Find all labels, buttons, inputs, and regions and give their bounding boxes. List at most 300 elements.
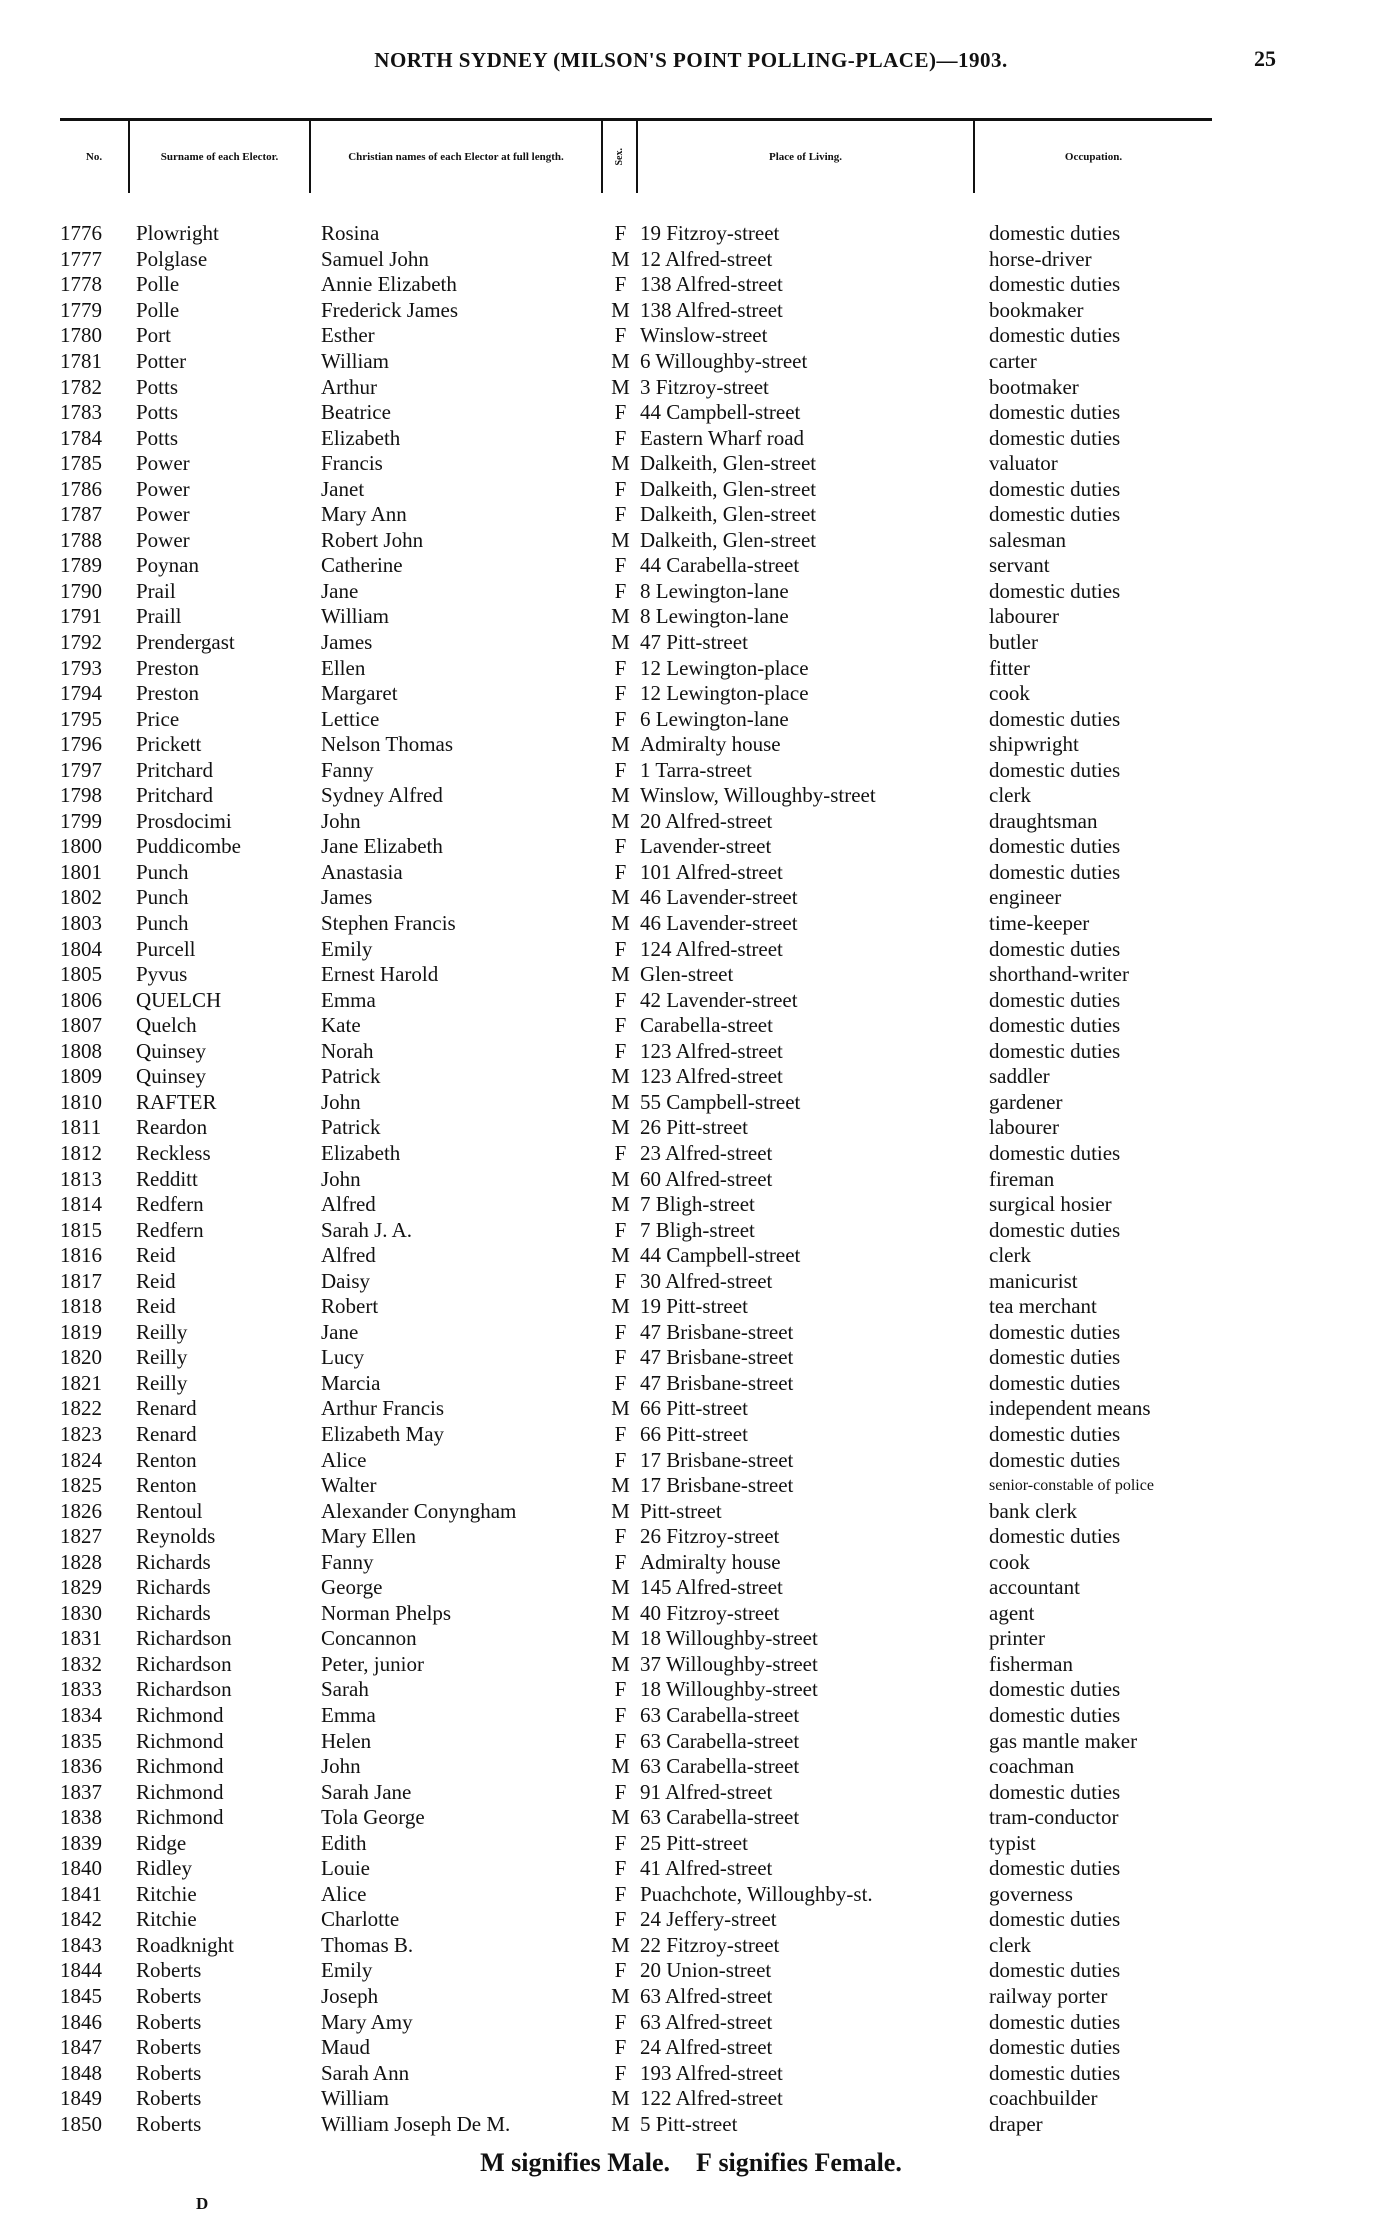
place-of-living: 20 Union-street: [640, 1958, 772, 1983]
place-of-living: Puachchote, Willoughby-st.: [640, 1881, 873, 1906]
surname: Renton: [136, 1447, 197, 1472]
christian-names: Mary Ann: [321, 502, 407, 527]
sex: F: [614, 655, 627, 680]
christian-names: Maud: [321, 2035, 370, 2060]
surname: Richards: [136, 1575, 211, 1600]
christian-names: Sarah J. A.: [321, 1217, 412, 1242]
sex: M: [611, 1064, 630, 1089]
table-row: [60, 1703, 1220, 1729]
place-of-living: 63 Carabella-street: [640, 1702, 800, 1727]
place-of-living: 60 Alfred-street: [640, 1166, 773, 1191]
surname: Power: [136, 527, 190, 552]
occupation: domestic duties: [989, 578, 1121, 603]
place-of-living: 138 Alfred-street: [640, 272, 783, 297]
elector-number: 1845: [60, 1984, 102, 2008]
surname: Praill: [136, 604, 182, 629]
occupation: domestic duties: [989, 1958, 1121, 1983]
sex: F: [614, 1038, 627, 1063]
christian-names: Rosina: [321, 221, 380, 246]
surname: Punch: [136, 911, 189, 936]
elector-number: 1840: [60, 1856, 102, 1881]
elector-number: 1785: [60, 451, 102, 476]
surname: Richmond: [136, 1702, 224, 1727]
place-of-living: 17 Brisbane-street: [640, 1447, 794, 1472]
place-of-living: 12 Lewington-place: [640, 681, 809, 706]
surname: Quinsey: [136, 1038, 206, 1063]
christian-names: Norman Phelps: [321, 1600, 452, 1625]
sex: F: [614, 1140, 627, 1165]
place-of-living: 123 Alfred-street: [640, 1064, 783, 1089]
elector-number: 1795: [60, 706, 102, 731]
table-row: [60, 272, 1220, 298]
place-of-living: 44 Carabella-street: [640, 553, 800, 578]
sex: M: [611, 885, 630, 910]
occupation: engineer: [989, 885, 1062, 910]
occupation: typist: [989, 1830, 1036, 1855]
sex: M: [611, 808, 630, 833]
christian-names: John: [321, 1089, 361, 1114]
surname: Prosdocimi: [136, 808, 232, 833]
elector-number: 1782: [60, 374, 102, 399]
surname: Prail: [136, 578, 176, 603]
sex: M: [611, 297, 630, 322]
christian-names: Margaret: [321, 681, 398, 706]
occupation: railway porter: [989, 1984, 1108, 2008]
place-of-living: 18 Willoughby-street: [640, 1626, 818, 1651]
place-of-living: Dalkeith, Glen-street: [640, 527, 817, 552]
surname: Richardson: [136, 1677, 232, 1702]
place-of-living: Winslow, Willoughby-street: [640, 783, 876, 808]
elector-number: 1824: [60, 1447, 102, 1472]
place-of-living: 26 Pitt-street: [640, 1115, 748, 1140]
table-row: [60, 911, 1220, 937]
place-of-living: 193 Alfred-street: [640, 2060, 783, 2085]
elector-number: 1784: [60, 425, 102, 450]
elector-number: 1786: [60, 476, 102, 501]
surname: Ridge: [136, 1830, 187, 1855]
elector-number: 1815: [60, 1217, 102, 1242]
place-of-living: 25 Pitt-street: [640, 1830, 748, 1855]
christian-names: Francis: [321, 451, 383, 476]
legend-m-text: signifies Male.: [511, 2148, 671, 2177]
surname: QUELCH: [136, 987, 222, 1012]
occupation: domestic duties: [989, 757, 1121, 782]
occupation: accountant: [989, 1575, 1080, 1600]
elector-number: 1808: [60, 1038, 102, 1063]
table-row: [60, 1371, 1220, 1397]
place-of-living: 63 Alfred-street: [640, 2009, 773, 2034]
sex: F: [614, 1345, 627, 1370]
surname: Roberts: [136, 2060, 202, 2085]
elector-number: 1830: [60, 1600, 102, 1625]
elector-number: 1801: [60, 859, 102, 884]
christian-names: Kate: [321, 1013, 361, 1038]
table-row: [60, 1601, 1220, 1627]
surname: Pritchard: [136, 757, 213, 782]
christian-names: Emily: [321, 1958, 373, 1983]
christian-names: Fanny: [321, 757, 374, 782]
elector-number: 1813: [60, 1166, 102, 1191]
table-row: [60, 1141, 1220, 1167]
sex: F: [614, 1779, 627, 1804]
occupation: labourer: [989, 604, 1059, 629]
occupation: bookmaker: [989, 297, 1084, 322]
christian-names: Elizabeth May: [321, 1421, 445, 1446]
occupation: draper: [989, 2111, 1043, 2136]
place-of-living: 63 Alfred-street: [640, 1984, 773, 2008]
surname: Renard: [136, 1421, 197, 1446]
sex: F: [614, 1549, 627, 1574]
surname: Richards: [136, 1600, 211, 1625]
elector-number: 1803: [60, 911, 102, 936]
table-row: [60, 732, 1220, 758]
elector-number: 1820: [60, 1345, 102, 1370]
sex: F: [614, 681, 627, 706]
christian-names: Janet: [321, 476, 365, 501]
elector-number: 1788: [60, 527, 102, 552]
christian-names: Walter: [321, 1473, 377, 1498]
elector-number: 1800: [60, 834, 102, 859]
occupation: saddler: [989, 1064, 1050, 1089]
surname: Redditt: [136, 1166, 198, 1191]
christian-names: Marcia: [321, 1370, 381, 1395]
sex: F: [614, 323, 627, 348]
elector-number: 1828: [60, 1549, 102, 1574]
surname: Roberts: [136, 2086, 202, 2111]
table-row: [60, 425, 1220, 451]
christian-names: Daisy: [321, 1268, 370, 1293]
place-of-living: Winslow-street: [640, 323, 768, 348]
table-row: [60, 553, 1220, 579]
surname: Reynolds: [136, 1524, 216, 1549]
surname: Richards: [136, 1549, 211, 1574]
occupation: bootmaker: [989, 374, 1079, 399]
table-row: [60, 247, 1220, 273]
elector-number: 1832: [60, 1651, 102, 1676]
occupation: domestic duties: [989, 1013, 1121, 1038]
occupation: domestic duties: [989, 1907, 1121, 1932]
header-christian-names: Christian names of each Elector at full length.: [311, 121, 603, 193]
christian-names: Norah: [321, 1038, 374, 1063]
sex: F: [614, 1728, 627, 1753]
christian-names: Robert John: [321, 527, 424, 552]
place-of-living: 47 Pitt-street: [640, 630, 748, 655]
header-surname: Surname of each Elector.: [130, 121, 311, 193]
table-row: [60, 1958, 1220, 1984]
sex: F: [614, 834, 627, 859]
sex: M: [611, 1473, 630, 1498]
place-of-living: 37 Willoughby-street: [640, 1651, 818, 1676]
occupation: printer: [989, 1626, 1045, 1651]
sex: M: [611, 783, 630, 808]
place-of-living: 7 Bligh-street: [640, 1217, 755, 1242]
occupation: domestic duties: [989, 425, 1121, 450]
occupation: domestic duties: [989, 1345, 1121, 1370]
elector-number: 1835: [60, 1728, 102, 1753]
sex: F: [614, 2060, 627, 2085]
sex: F: [614, 987, 627, 1012]
christian-names: Charlotte: [321, 1907, 400, 1932]
elector-number: 1794: [60, 681, 102, 706]
elector-number: 1822: [60, 1396, 102, 1421]
elector-number: 1844: [60, 1958, 102, 1983]
place-of-living: 63 Carabella-street: [640, 1754, 800, 1779]
sex: F: [614, 1958, 627, 1983]
christian-names: Mary Amy: [321, 2009, 413, 2034]
place-of-living: 138 Alfred-street: [640, 297, 783, 322]
sex: M: [611, 374, 630, 399]
occupation: clerk: [989, 1243, 1031, 1268]
elector-number: 1841: [60, 1881, 102, 1906]
table-row: [60, 374, 1220, 400]
surname: Punch: [136, 885, 189, 910]
surname: Ritchie: [136, 1881, 197, 1906]
surname: Roberts: [136, 1958, 202, 1983]
elector-number: 1836: [60, 1754, 102, 1779]
sex: M: [611, 911, 630, 936]
sex: F: [614, 706, 627, 731]
surname: Reilly: [136, 1319, 188, 1344]
table-row: [60, 1039, 1220, 1065]
elector-number: 1792: [60, 630, 102, 655]
surname: Prendergast: [136, 630, 235, 655]
table-row: [60, 1779, 1220, 1805]
christian-names: Alfred: [321, 1243, 376, 1268]
christian-names: Jane Elizabeth: [321, 834, 443, 859]
place-of-living: 7 Bligh-street: [640, 1192, 755, 1217]
surname: Renton: [136, 1473, 197, 1498]
christian-names: George: [321, 1575, 383, 1600]
page-title: NORTH SYDNEY (MILSON'S POINT POLLING-PLACE)—1903.: [374, 48, 1008, 72]
occupation: domestic duties: [989, 706, 1121, 731]
legend-f-symbol: F: [696, 2148, 712, 2177]
christian-names: Nelson Thomas: [321, 732, 454, 757]
table-row: [60, 2035, 1220, 2061]
elector-number: 1798: [60, 783, 102, 808]
surname: Richmond: [136, 1805, 224, 1830]
sex: M: [611, 962, 630, 987]
table-row: [60, 1856, 1220, 1882]
table-row: [60, 1549, 1220, 1575]
table-row: [60, 1396, 1220, 1422]
christian-names: Mary Ellen: [321, 1524, 417, 1549]
table-row: [60, 809, 1220, 835]
place-of-living: Dalkeith, Glen-street: [640, 451, 817, 476]
table-row: [60, 1115, 1220, 1141]
place-of-living: 1 Tarra-street: [640, 757, 752, 782]
sex: M: [611, 2086, 630, 2111]
elector-number: 1838: [60, 1805, 102, 1830]
table-row: [60, 451, 1220, 477]
place-of-living: 23 Alfred-street: [640, 1140, 773, 1165]
occupation: independent means: [989, 1396, 1151, 1421]
surname: Reid: [136, 1294, 176, 1319]
occupation: domestic duties: [989, 1217, 1121, 1242]
table-row: [60, 757, 1220, 783]
occupation: domestic duties: [989, 936, 1121, 961]
elector-number: 1829: [60, 1575, 102, 1600]
surname: Polglase: [136, 246, 208, 271]
surname: Rentoul: [136, 1498, 203, 1523]
christian-names: Peter, junior: [321, 1651, 424, 1676]
surname: Richmond: [136, 1728, 224, 1753]
occupation: agent: [989, 1600, 1035, 1625]
sex: M: [611, 1754, 630, 1779]
table-row: [60, 1473, 1220, 1499]
surname: Plowright: [136, 221, 219, 246]
sex: F: [614, 425, 627, 450]
elector-number: 1812: [60, 1140, 102, 1165]
place-of-living: 8 Lewington-lane: [640, 578, 789, 603]
table-row: [60, 1345, 1220, 1371]
christian-names: Catherine: [321, 553, 403, 578]
place-of-living: 6 Lewington-lane: [640, 706, 789, 731]
surname: Power: [136, 502, 190, 527]
elector-number: 1818: [60, 1294, 102, 1319]
sex: F: [614, 1370, 627, 1395]
surname: Pyvus: [136, 962, 188, 987]
surname: Prickett: [136, 732, 202, 757]
elector-number: 1789: [60, 553, 102, 578]
table-row: [60, 834, 1220, 860]
elector-number: 1804: [60, 936, 102, 961]
place-of-living: 20 Alfred-street: [640, 808, 773, 833]
place-of-living: 3 Fitzroy-street: [640, 374, 769, 399]
occupation: domestic duties: [989, 476, 1121, 501]
occupation: gardener: [989, 1089, 1063, 1114]
occupation: shorthand-writer: [989, 962, 1129, 987]
christian-names: Sarah: [321, 1677, 369, 1702]
sex: M: [611, 1575, 630, 1600]
occupation: domestic duties: [989, 2060, 1121, 2085]
occupation: domestic duties: [989, 323, 1121, 348]
place-of-living: 19 Pitt-street: [640, 1294, 748, 1319]
place-of-living: Admiralty house: [640, 732, 781, 757]
elector-number: 1796: [60, 732, 102, 757]
christian-names: Tola George: [321, 1805, 425, 1830]
sex: M: [611, 1984, 630, 2008]
table-row: [60, 1192, 1220, 1218]
place-of-living: 123 Alfred-street: [640, 1038, 783, 1063]
occupation: domestic duties: [989, 834, 1121, 859]
sex: M: [611, 1089, 630, 1114]
table-row: [60, 604, 1220, 630]
surname: Reid: [136, 1268, 176, 1293]
occupation: coachbuilder: [989, 2086, 1098, 2111]
table-row: [60, 1882, 1220, 1908]
table-row: [60, 783, 1220, 809]
table-row: [60, 2060, 1220, 2086]
surname: Quinsey: [136, 1064, 206, 1089]
surname: Richardson: [136, 1626, 232, 1651]
sex: M: [611, 1651, 630, 1676]
surname: Polle: [136, 272, 180, 297]
place-of-living: 40 Fitzroy-street: [640, 1600, 780, 1625]
surname: Preston: [136, 681, 199, 706]
signature-mark: D: [196, 2194, 209, 2213]
surname: Richmond: [136, 1754, 224, 1779]
table-row: [60, 1013, 1220, 1039]
occupation: fireman: [989, 1166, 1055, 1191]
table-row: [60, 1575, 1220, 1601]
table-row: [60, 1064, 1220, 1090]
christian-names: Anastasia: [321, 859, 403, 884]
elector-number: 1816: [60, 1243, 102, 1268]
christian-names: James: [321, 885, 373, 910]
christian-names: William: [321, 604, 389, 629]
sex: F: [614, 1856, 627, 1881]
christian-names: Arthur: [321, 374, 377, 399]
place-of-living: 101 Alfred-street: [640, 859, 783, 884]
sex: F: [614, 502, 627, 527]
occupation: surgical hosier: [989, 1192, 1112, 1217]
christian-names: Sarah Jane: [321, 1779, 412, 1804]
occupation: tram-conductor: [989, 1805, 1119, 1830]
occupation: manicurist: [989, 1268, 1078, 1293]
legend-f-text: signifies Female.: [718, 2148, 902, 2177]
sex: F: [614, 476, 627, 501]
elector-number: 1805: [60, 962, 102, 987]
elector-number: 1817: [60, 1268, 102, 1293]
surname: Reckless: [136, 1140, 211, 1165]
surname: Purcell: [136, 936, 196, 961]
header-sex: [603, 121, 638, 193]
elector-number: 1806: [60, 987, 102, 1012]
table-row: [60, 2111, 1220, 2137]
surname: Punch: [136, 859, 189, 884]
elector-number: 1797: [60, 757, 102, 782]
surname: Roberts: [136, 2035, 202, 2060]
christian-names: Elizabeth: [321, 425, 401, 450]
christian-names: William: [321, 349, 389, 373]
occupation: domestic duties: [989, 987, 1121, 1012]
elector-number: 1783: [60, 400, 102, 425]
surname: Richmond: [136, 1779, 224, 1804]
place-of-living: Pitt-street: [640, 1498, 722, 1523]
elector-number: 1849: [60, 2086, 102, 2111]
header-sex-label: Sex.: [613, 148, 625, 166]
table-row: [60, 1830, 1220, 1856]
sex: F: [614, 757, 627, 782]
sex: F: [614, 2009, 627, 2034]
christian-names: Sarah Ann: [321, 2060, 410, 2085]
place-of-living: 44 Campbell-street: [640, 1243, 801, 1268]
table-row: [60, 1933, 1220, 1959]
occupation: clerk: [989, 1932, 1031, 1957]
christian-names: Emma: [321, 1702, 376, 1727]
table-row: [60, 1447, 1220, 1473]
surname: Power: [136, 476, 190, 501]
place-of-living: Glen-street: [640, 962, 734, 987]
place-of-living: 6 Willoughby-street: [640, 349, 808, 373]
table-row: [60, 502, 1220, 528]
elector-number: 1787: [60, 502, 102, 527]
occupation: fitter: [989, 655, 1030, 680]
occupation: domestic duties: [989, 859, 1121, 884]
surname: Ritchie: [136, 1907, 197, 1932]
elector-number: 1827: [60, 1524, 102, 1549]
elector-number: 1826: [60, 1498, 102, 1523]
christian-names: William Joseph De M.: [321, 2111, 511, 2136]
elector-number: 1833: [60, 1677, 102, 1702]
sex: M: [611, 1805, 630, 1830]
surname: Reilly: [136, 1345, 188, 1370]
elector-number: 1802: [60, 885, 102, 910]
occupation: shipwright: [989, 732, 1079, 757]
christian-names: Alfred: [321, 1192, 376, 1217]
christian-names: Jane: [321, 578, 359, 603]
surname: Roadknight: [136, 1932, 234, 1957]
